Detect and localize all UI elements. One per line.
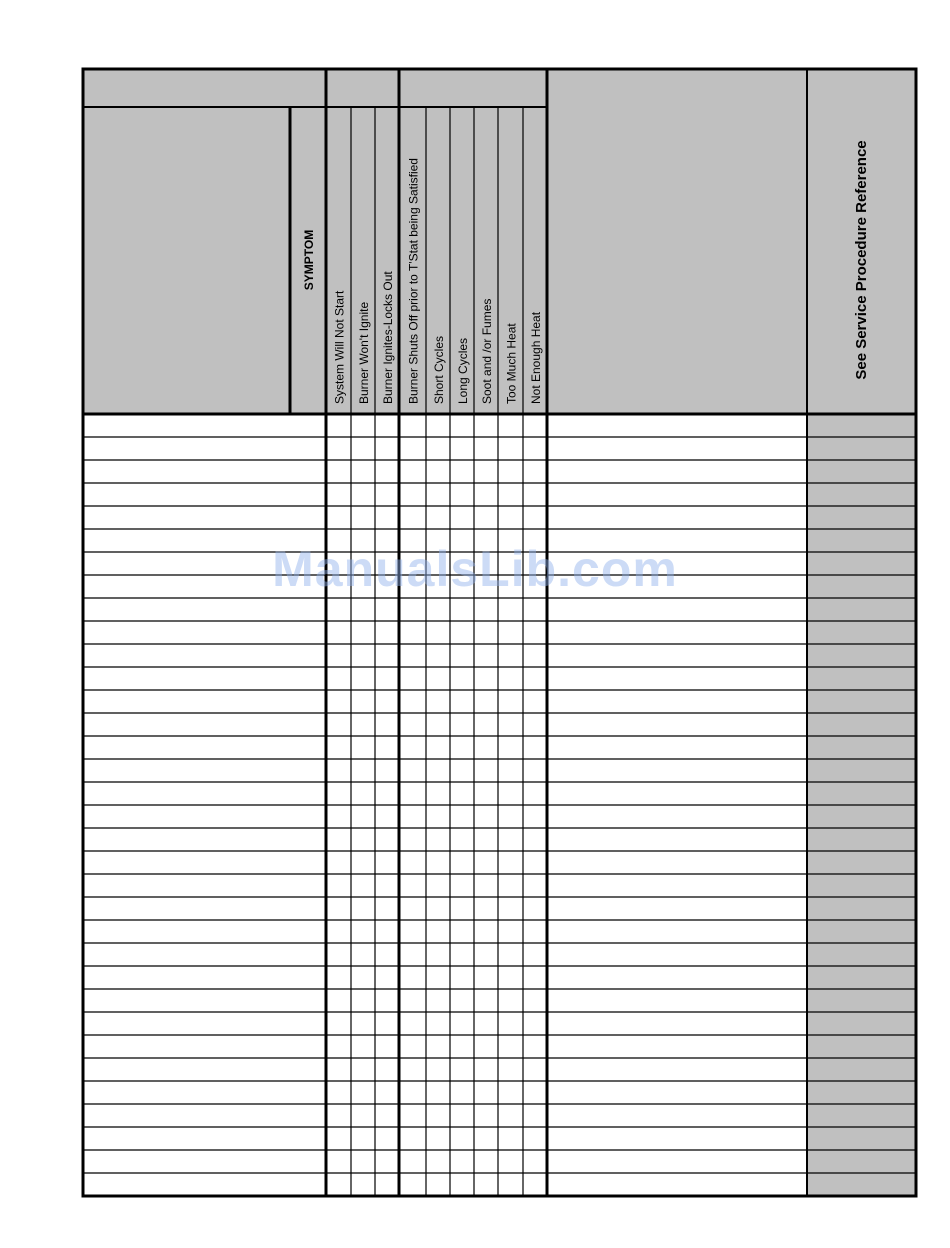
table-rows bbox=[83, 414, 916, 1173]
symptom-column-label: Short Cycles bbox=[432, 335, 446, 404]
symptom-column-label: Soot and /or Fumes bbox=[480, 298, 494, 404]
symptom-label: SYMPTOM bbox=[302, 229, 316, 291]
symptom-column-label: Not Enough Heat bbox=[529, 311, 543, 404]
symptom-column-label: Burner Shuts Off prior to T'Stat being Satisfied bbox=[406, 158, 421, 404]
service-procedure-reference-label: See Service Procedure Reference bbox=[853, 140, 870, 380]
symptom-column-label: Too Much Heat bbox=[504, 323, 519, 404]
symptom-column-label: Long Cycles bbox=[456, 337, 470, 404]
symptom-column-label: System Will Not Start bbox=[332, 290, 347, 404]
symptom-column-label: Burner Ignites-Locks Out bbox=[381, 271, 395, 404]
symptom-column-label: Burner Won't Ignite bbox=[357, 301, 371, 404]
watermark: ManualsLib.com bbox=[272, 541, 678, 597]
